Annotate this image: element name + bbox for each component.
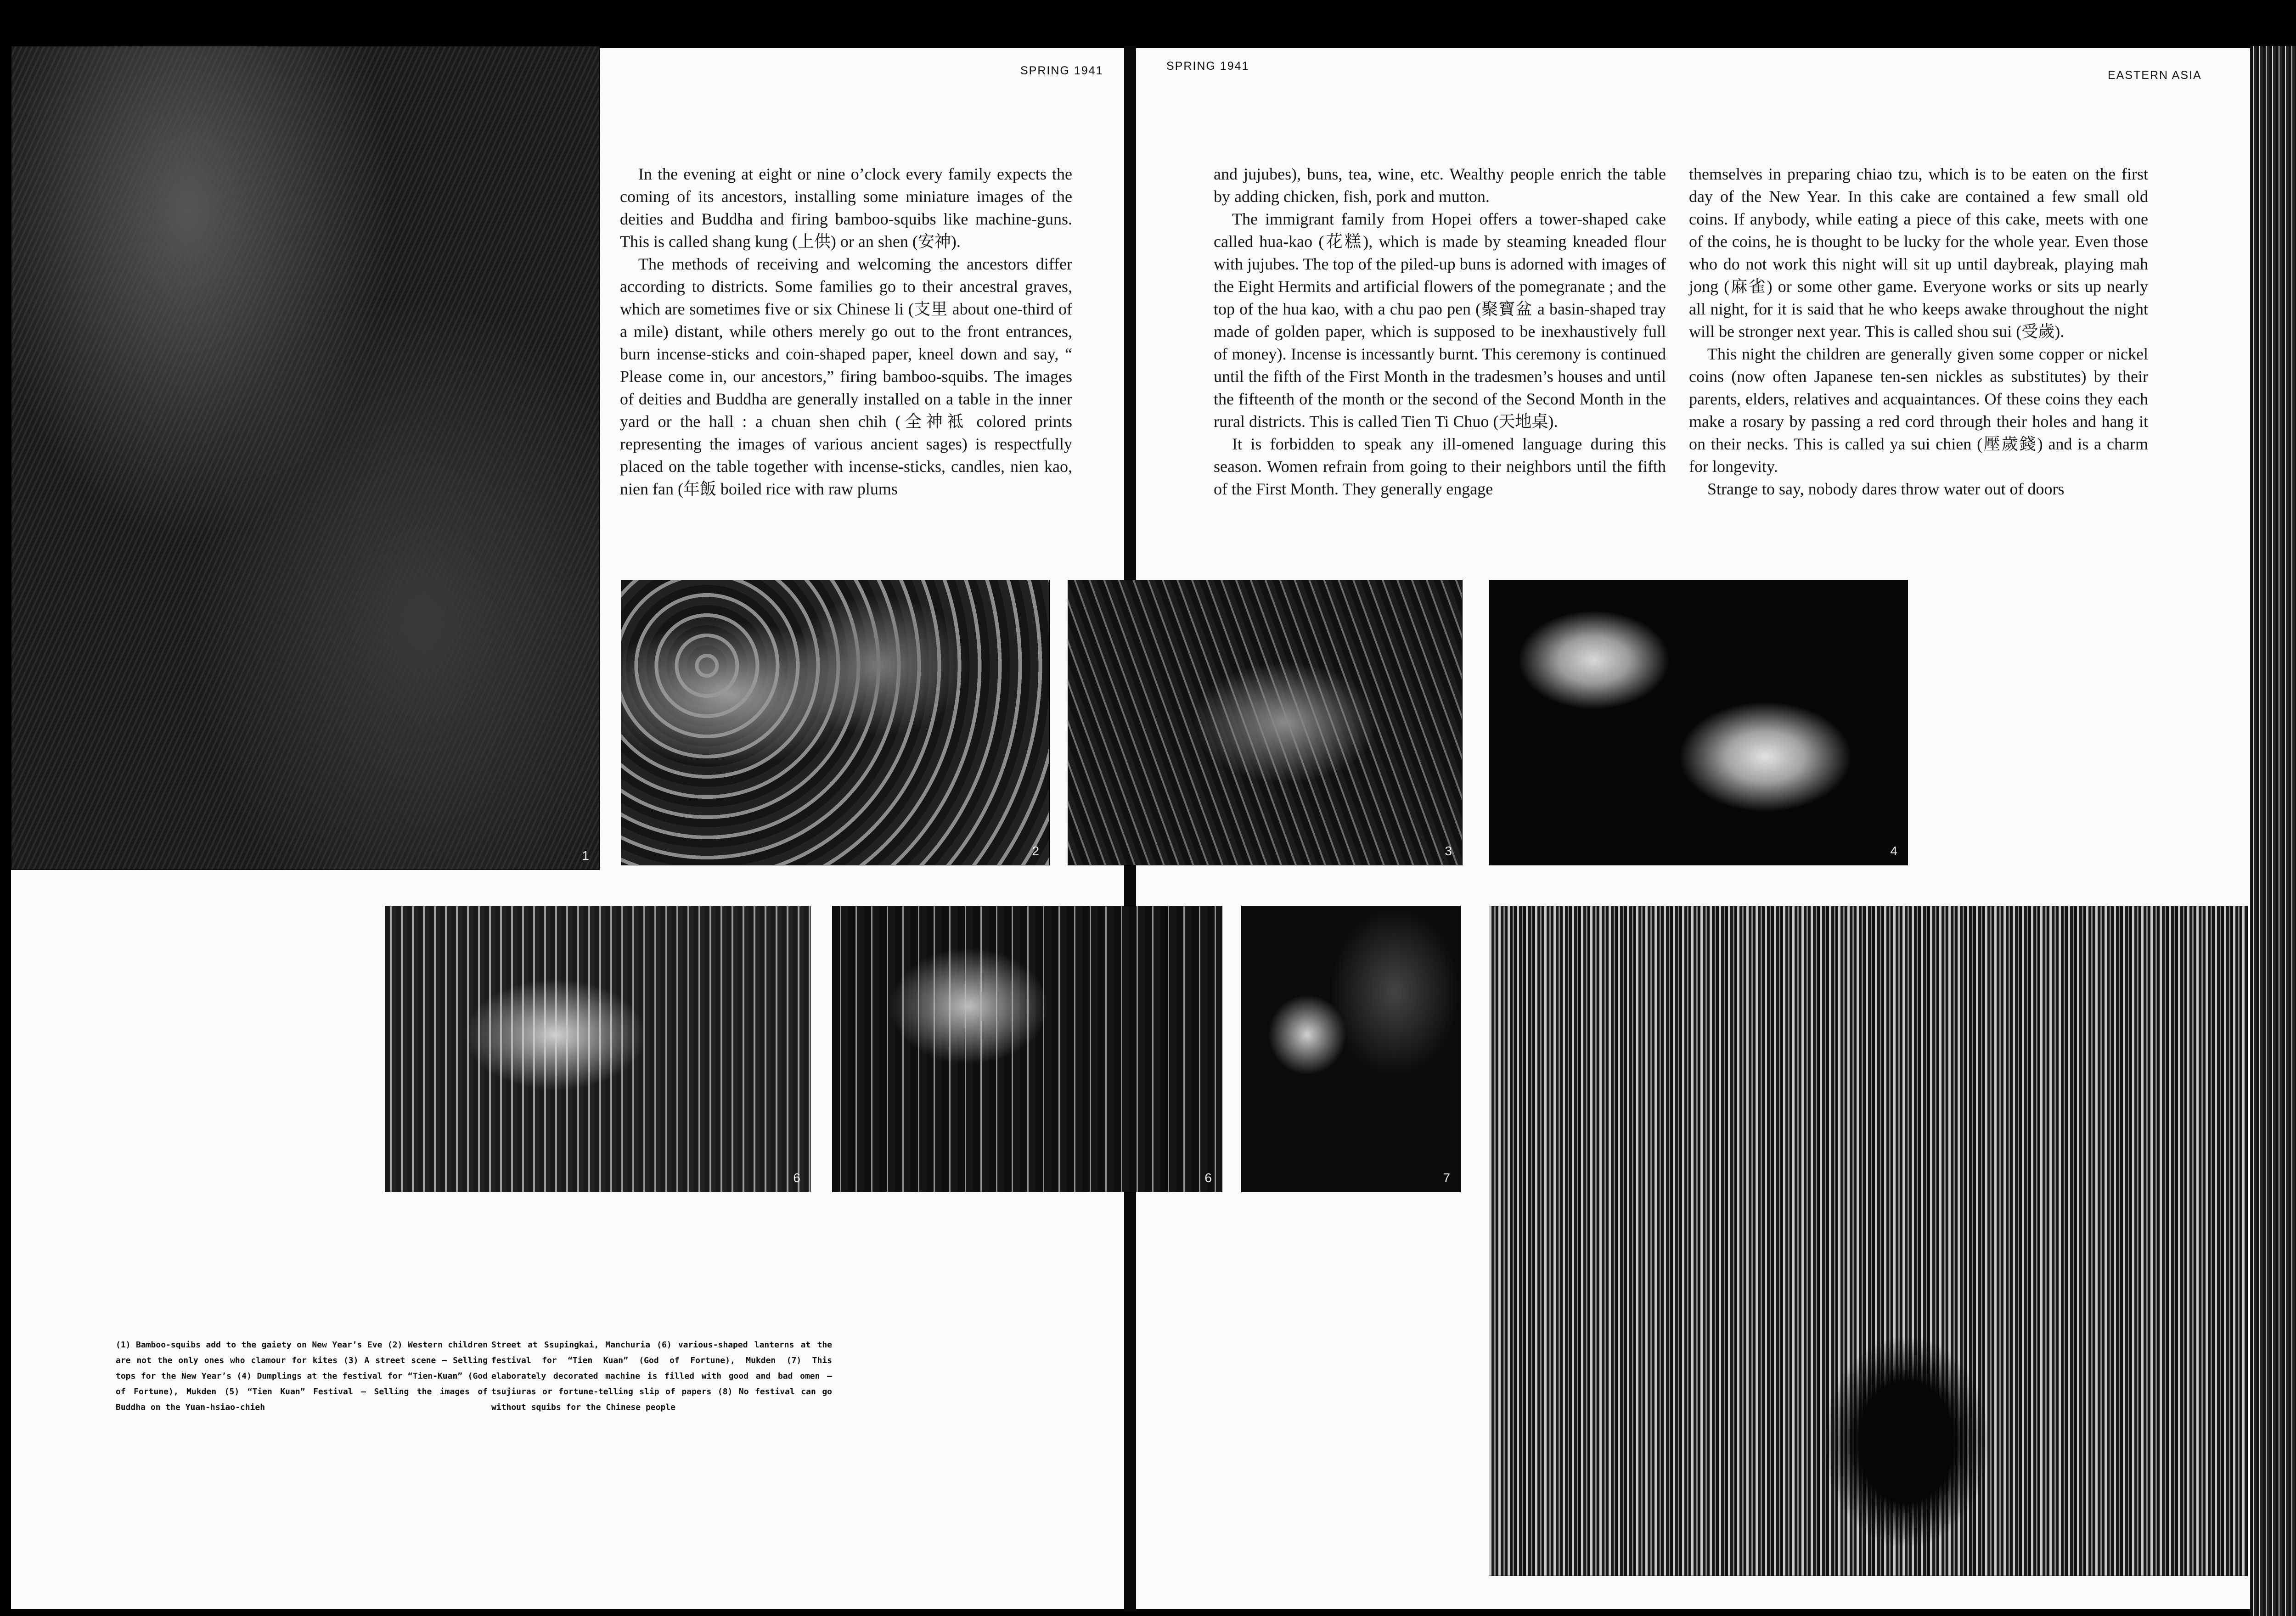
paragraph: It is forbidden to speak any ill-omened language during this season. Women refrain from going to their neighbors until the fifth of the First Month. They generally engage [1214,435,1666,498]
right-page-header-left: SPRING 1941 [1166,60,1249,73]
photo-number: 7 [1443,1171,1450,1185]
photo-number: 6 [1204,1171,1212,1185]
paragraph: This night the children are generally given some copper or nickel coins (now often Japanese ten-sen nickles as substitutes) by their parents, elders, relatives and acquaintances. Of these coins they each make a rosary by passing a red cord through their holes and hang it on their necks. This is called ya sui chien (壓歲錢) and is a charm for longevity. [1689,345,2148,476]
photo-squib-stall [1489,906,2248,1576]
paragraph: In the evening at eight or nine o’clock every family expects the coming of its ancestors, installing some miniature images of the deities and Buddha and firing bamboo-squibs like machine-guns. This is called shang kung (上供) or an shen (安神). [620,165,1072,251]
left-page-header: SPRING 1941 [1020,64,1103,77]
photo-number: 4 [1890,844,1897,858]
paragraph: themselves in preparing chiao tzu, which is to be eaten on the first day of the New Year. In this cake are contained a few small old coins. If anybody, while eating a piece of this cake, meets with one of the coins, he is thought to be lucky for the whole year. Even those who do not work this night will sit up until daybreak, playing mah jong (麻雀) or some other game. Everyone works or sits up nearly all night, for it is said that he who keeps awake throughout the night will be stronger next year. This is called shou sui (受歲). [1689,165,2148,341]
paragraph: The immigrant family from Hopei offers a tower-shaped cake called hua-kao (花糕), which is made by steaming kneaded flour with jujubes. The top of the piled-up buns is adorned with images of the Eight Hermits and artificial flowers of the pomegranate ; and the top of the hua kao, with a chu pao pen (聚寶盆 a basin-shaped tray made of golden paper, which is supposed to be inexhaustively full of money). Incense is incessantly burnt. This ceremony is continued until the fifth of the First Month in the tradesmen’s houses and until the fifteenth of the month or the second of the Second Month in the rural districts. This is called Tien Ti Chuo (天地桌). [1214,210,1666,431]
photo-bamboo-squibs [11,46,600,870]
photo-street-scene-tops [1068,580,1463,865]
photo-kites [621,580,1050,865]
text-column-left [620,163,1072,500]
photo-number: 2 [1032,844,1039,858]
page-edges [2250,46,2296,1616]
paragraph: and jujubes), buns, tea, wine, etc. Wealthy people enrich the table by adding chicken, fish, pork and mutton. [1214,165,1666,206]
paragraph: The methods of receiving and welcoming the ancestors differ according to districts. Some families go to their ancestral graves, which are sometimes five or six Chinese li (支里 about one-third of a mile) distant, while others merely go out to the front entrances, burn incense-sticks and coin-shaped paper, kneel down and say, “ Please come in, our ancestors,” firing bamboo-squibs. The images of deities and Buddha are generally installed on a table in the inner yard or the hall : a chuan shen chih (全神袛 colored prints representing the images of various ancient sages) is respectfully placed on the table together with incense-sticks, candles, nien kao, nien fan (年飯 boiled rice with raw plums [620,255,1072,498]
photo-lanterns [832,906,1222,1192]
caption-left: (1) Bamboo-squibs add to the gaiety on New Year’s Eve (2) Western children are not the only ones who clamour for kites (3) A street scene — Selling tops for the New Year’s (4) Dumplings at the festival for “Tien-Kuan” (God of Fortune), Mukden (5) “Tien Kuan” Festival — Selling the images of Buddha on the Yuan-hsiao-chieh [116,1340,488,1412]
right-page-header-right: EASTERN ASIA [2108,69,2202,82]
text-column-middle [1214,163,1666,500]
photo-number: 6 [793,1171,800,1185]
paragraph: Strange to say, nobody dares throw water out of doors [1707,480,2065,498]
caption-right: Street at Ssupingkai, Manchuria (6) various-shaped lanterns at the festival for “Tien Kuan” (God of Fortune), Mukden (7) This elaborately decorated machine is filled with good and bad omen — tsujiuras or fortune-telling slip of papers (8) No festival can go without squibs for the Chinese people [491,1340,832,1412]
photo-number: 1 [582,848,589,863]
photo-buddha-images [385,906,811,1192]
photo-fortune-machine [1241,906,1461,1192]
photo-number: 3 [1445,844,1452,858]
text-column-right [1689,163,2148,500]
photo-dumplings [1489,580,1908,865]
